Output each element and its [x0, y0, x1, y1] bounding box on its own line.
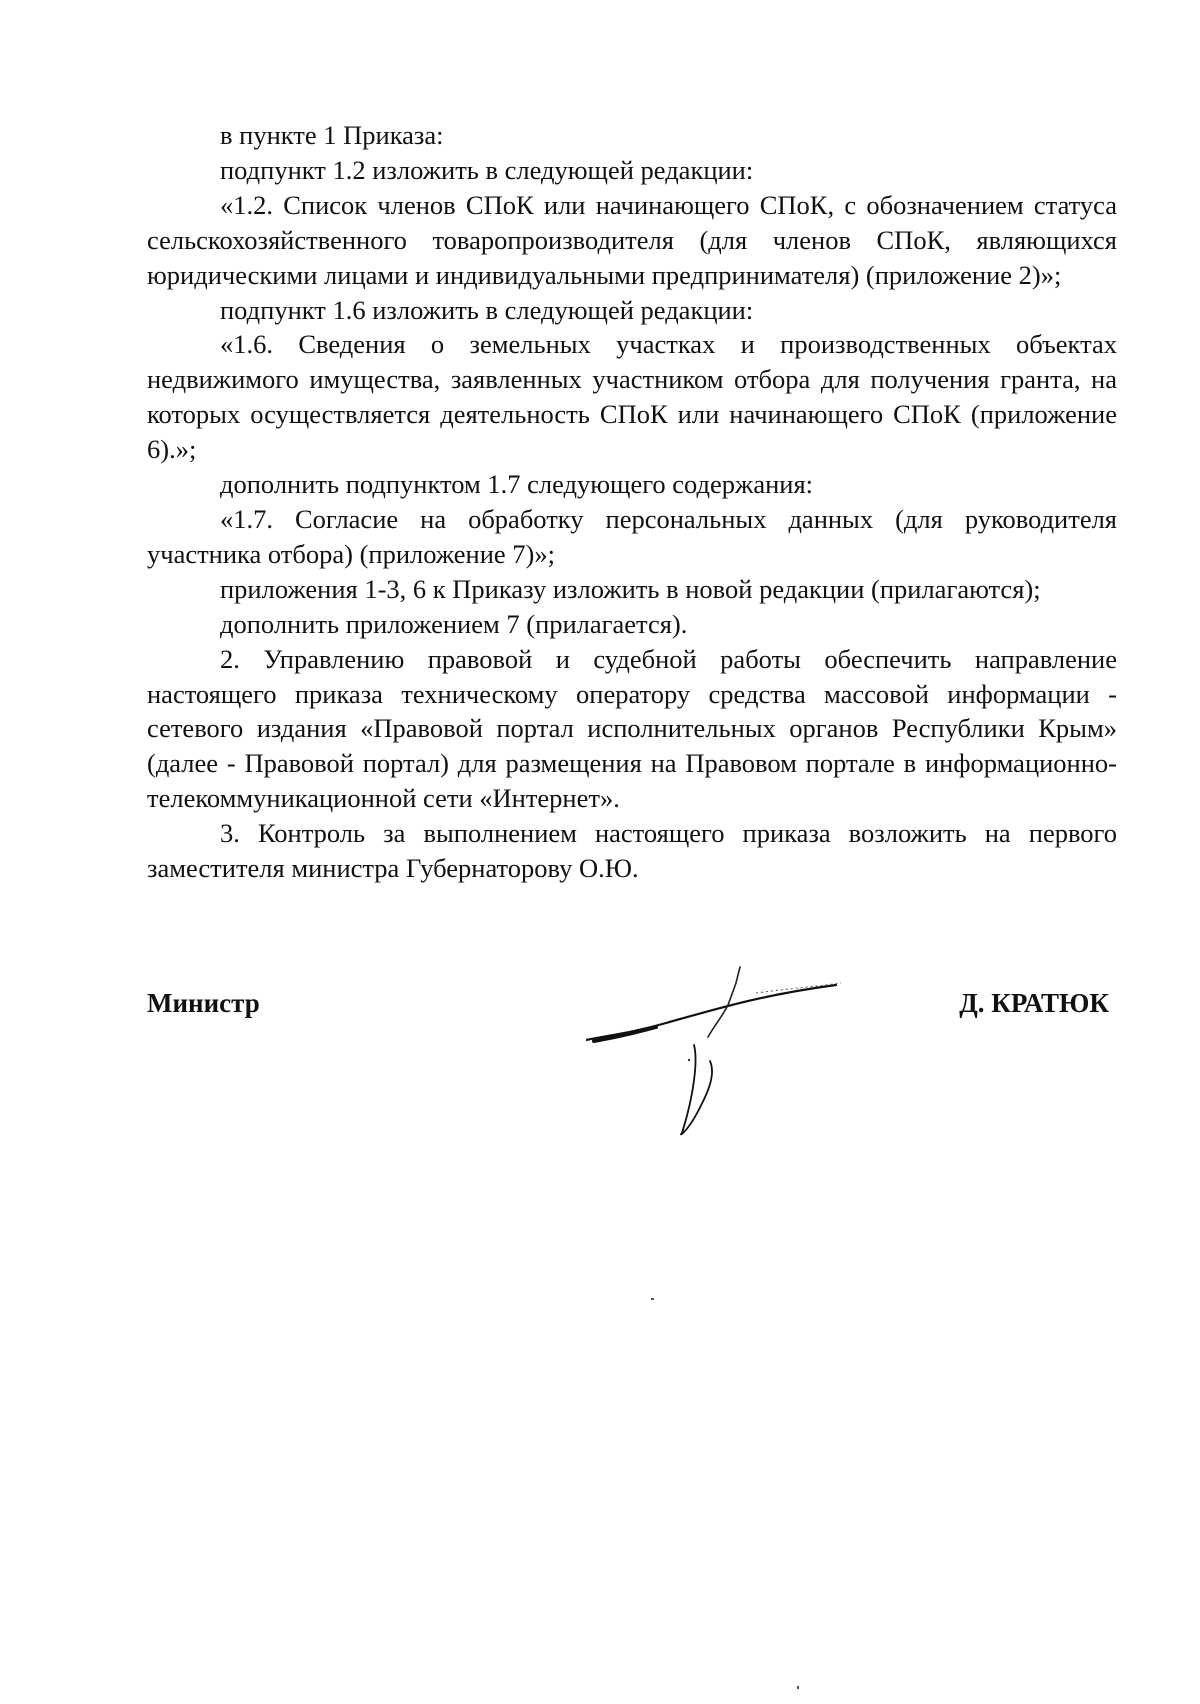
paragraph-subpoint-1-6-header: подпункт 1.6 изложить в следующей редакции:: [220, 294, 754, 325]
paragraph-subpoint-1-6-text: «1.6. Сведения о земельных участках и производственных объектах недвижимого имущества, заявленных участником отбора для получения гранта, на которых осуществляется деятельность СПоК или начинающего СПоК (приложение 6).»;: [147, 329, 1117, 465]
paragraph-subpoint-1-2-text: «1.2. Список членов СПоК или начинающего СПоК, с обозначением статуса сельскохозяйственного товаропроизводителя (для членов СПоК, являющихся юридическими лицами и индивидуальными предпринимателя) (приложение 2)»;: [147, 189, 1117, 290]
signatory-name: Д. КРАТЮК: [959, 988, 1109, 1018]
paragraph-appendix-7: дополнить приложением 7 (прилагается).: [220, 608, 688, 639]
paragraph-subpoint-1-2-header: подпункт 1.2 изложить в следующей редакции:: [220, 154, 754, 185]
paragraph-intro: в пункте 1 Приказа:: [220, 120, 444, 150]
document-body: [147, 118, 1117, 886]
paragraph-point-3: 3. Контроль за выполнением настоящего приказа возложить на первого заместителя министра Губернаторову О.Ю.: [147, 818, 1117, 884]
scan-speck: [797, 1686, 799, 1689]
paragraph-subpoint-1-7-text: «1.7. Согласие на обработку персональных данных (для руководителя участника отбора) (приложение 7)»;: [147, 503, 1117, 569]
handwritten-signature: [586, 965, 846, 1140]
signatory-title: Министр: [147, 988, 260, 1018]
paragraph-subpoint-1-7-header: дополнить подпунктом 1.7 следующего содержания:: [220, 469, 814, 500]
paragraph-point-2: 2. Управлению правовой и судебной работы обеспечить направление настоящего приказа техническому оператору средства массовой информации - сетевого издания «Правовой портал исполнительных органов Республики Крым» (далее - Правовой портал) для размещения на Правовом портале в информационно-телекоммуникационной сети «Интернет».: [147, 643, 1117, 814]
scan-speck: [651, 1298, 654, 1300]
paragraph-appendices: приложения 1-3, 6 к Приказу изложить в новой редакции (прилагаются);: [220, 573, 1041, 604]
